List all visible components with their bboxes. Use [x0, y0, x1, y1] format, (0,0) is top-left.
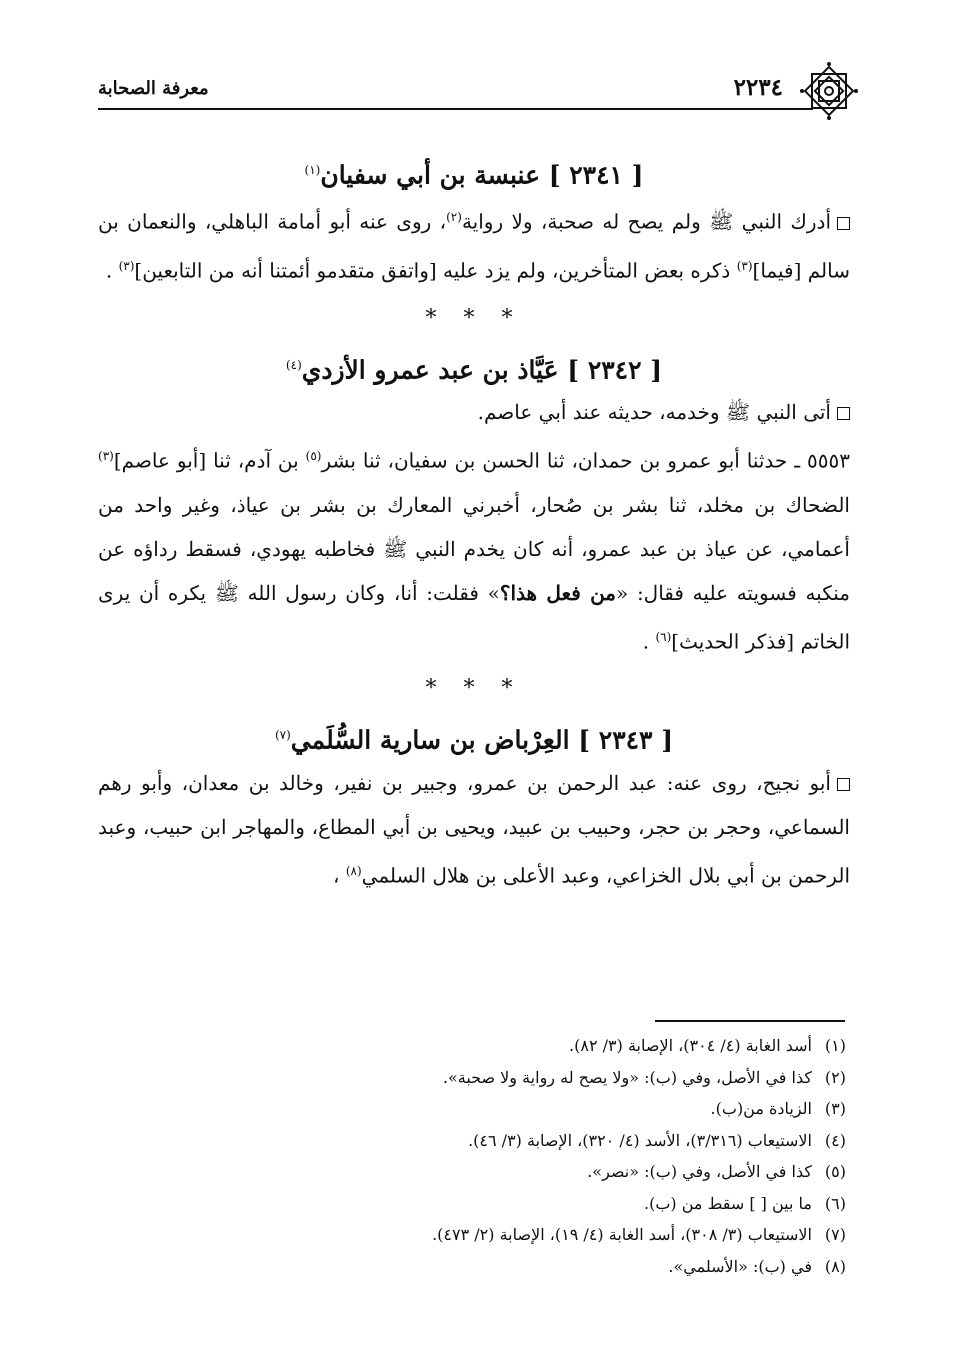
footnote-text: في (ب): «الأسلمي».	[668, 1256, 812, 1276]
section-separator: * * *	[425, 305, 523, 331]
footnote-item	[98, 1219, 846, 1251]
footnote-item	[98, 1125, 846, 1157]
footnote-ref: (٣)	[736, 258, 753, 273]
page-number: ٢٢٣٤	[733, 74, 783, 101]
square-bullet-icon	[837, 407, 850, 420]
running-title: معرفة الصحابة	[98, 78, 209, 99]
text-run: بن آدم، ثنا [أبو عاصم]	[113, 448, 306, 473]
footnote-ref: (٢)	[446, 210, 462, 225]
entry-paragraph	[98, 761, 850, 898]
footnote-text: الاستيعاب (٣/٣١٦)، الأسد (٤/ ٣٢٠)، الإصابة (٣/ ٤٦).	[468, 1130, 812, 1150]
footnote-ref: (١)	[304, 163, 321, 177]
footnote-number: (١)	[824, 1036, 846, 1055]
text-run: » فقلت: أنا، وكان رسول الله ﷺ يكره أن يرى الخاتم [فذكر الحديث]	[98, 580, 850, 654]
footnote-item	[98, 1188, 846, 1220]
text-run: .	[642, 629, 656, 654]
octagonal-star-ornament-icon	[800, 62, 858, 120]
entry-intro	[98, 390, 850, 434]
footnote-ref: (٨)	[345, 863, 362, 878]
text-run: ٥٥٥٣ ـ حدثنا أبو عمرو بن حمدان، ثنا الحسن بن سفيان، ثنا بشر	[321, 448, 850, 473]
footnote-ref: (٤)	[285, 357, 302, 372]
footnote-text: الزيادة من(ب).	[710, 1099, 812, 1118]
hadith-quote: من فعل هذا؟	[499, 580, 617, 605]
text-run: .	[105, 258, 119, 283]
footnote-text: الاستيعاب (٣/ ٣٠٨)، أسد الغابة (٤/ ١٩)، الإصابة (٢/ ٤٧٣).	[432, 1225, 812, 1244]
footnotes	[98, 1030, 846, 1282]
entry-title-2341	[98, 150, 850, 195]
entry-title-text: [ ٢٣٤١ ] عنبسة بن أبي سفيان	[320, 160, 644, 190]
square-bullet-icon	[837, 217, 850, 230]
footnote-text: كذا في الأصل، وفي (ب): «ولا يصح له رواية ولا صحبة».	[442, 1067, 812, 1087]
footnote-item	[98, 1062, 846, 1094]
text-run: أبو نجيح، روى عنه: عبد الرحمن بن عمرو، وجبير بن نفير، وخالد بن معدان، وأبو رهم السماعي، وحجر بن حجر، وحبيب بن عبيد، ويحيى بن أبي المطاع، والمهاجر ابن حبيب، وعبد الرحمن بن أبي بلال الخزاعي، وعبد الأعلى بن هلال السلمي	[98, 770, 850, 888]
entry-title-text: [ ٢٣٤٢ ] عَيَّاذ بن عبد عمرو الأزدي	[301, 354, 663, 384]
hadith-paragraph	[98, 434, 850, 663]
footnote-number: (٧)	[824, 1225, 846, 1244]
footnote-ref: (٦)	[655, 629, 672, 644]
main-text	[98, 150, 850, 897]
footnote-number: (٤)	[824, 1130, 846, 1150]
footnote-text: أسد الغابة (٤/ ٣٠٤)، الإصابة (٣/ ٨٢).	[569, 1036, 812, 1055]
footnote-text: كذا في الأصل، وفي (ب): «نصر».	[587, 1162, 812, 1181]
text-run: ، روى عنه أبو أمامة الباهلي، والنعمان بن سالم [فيما]	[98, 209, 850, 283]
footnote-divider	[655, 1020, 845, 1022]
text-run: ،	[333, 863, 346, 888]
entry-paragraph	[98, 195, 850, 292]
header-divider	[98, 108, 813, 110]
footnote-text: ما بين [ ] سقط من (ب).	[644, 1193, 812, 1213]
footnote-ref: (٣)	[98, 448, 114, 463]
footnote-item	[98, 1156, 846, 1188]
entry-title-2343	[98, 715, 850, 760]
square-bullet-icon	[837, 778, 850, 791]
footnote-item	[98, 1030, 846, 1062]
footnote-ref: (٣)	[118, 258, 135, 273]
footnote-number: (٦)	[824, 1193, 846, 1213]
text-run: الضحاك بن مخلد، ثنا بشر بن صُحار، أخبرني المعارك بن بشر بن عياذ، وغير واحد من أعمامي، عن عياذ بن عبد عمرو، أنه كان يخدم النبي ﷺ فخاطبه يهودي، فسقط رداؤه عن منكبه فسويته عليه فقال: «	[98, 492, 851, 605]
entry-title-text: [ ٢٣٤٣ ] العِرْباض بن سارية السُّلَمي	[290, 725, 674, 755]
footnote-number: (٣)	[824, 1099, 846, 1118]
section-separator: * * *	[425, 676, 523, 702]
footnote-number: (٥)	[824, 1162, 846, 1181]
footnote-number: (٢)	[824, 1067, 846, 1087]
footnote-ref: (٧)	[274, 728, 291, 743]
footnote-ref: (٥)	[305, 448, 322, 463]
text-run: ذكره بعض المتأخرين، ولم يزد عليه [واتفق متقدمو أئمتنا أنه من التابعين]	[134, 258, 737, 283]
footnote-item	[98, 1251, 846, 1283]
entry-title-2342	[98, 345, 850, 390]
footnote-item	[98, 1093, 846, 1125]
text-run: أتى النبي ﷺ وخدمه، حديثه عند أبي عاصم.	[477, 399, 831, 424]
page-header	[98, 62, 858, 110]
text-run: أدرك النبي ﷺ ولم يصح له صحبة، ولا رواية	[461, 209, 832, 234]
footnote-number: (٨)	[824, 1256, 846, 1276]
